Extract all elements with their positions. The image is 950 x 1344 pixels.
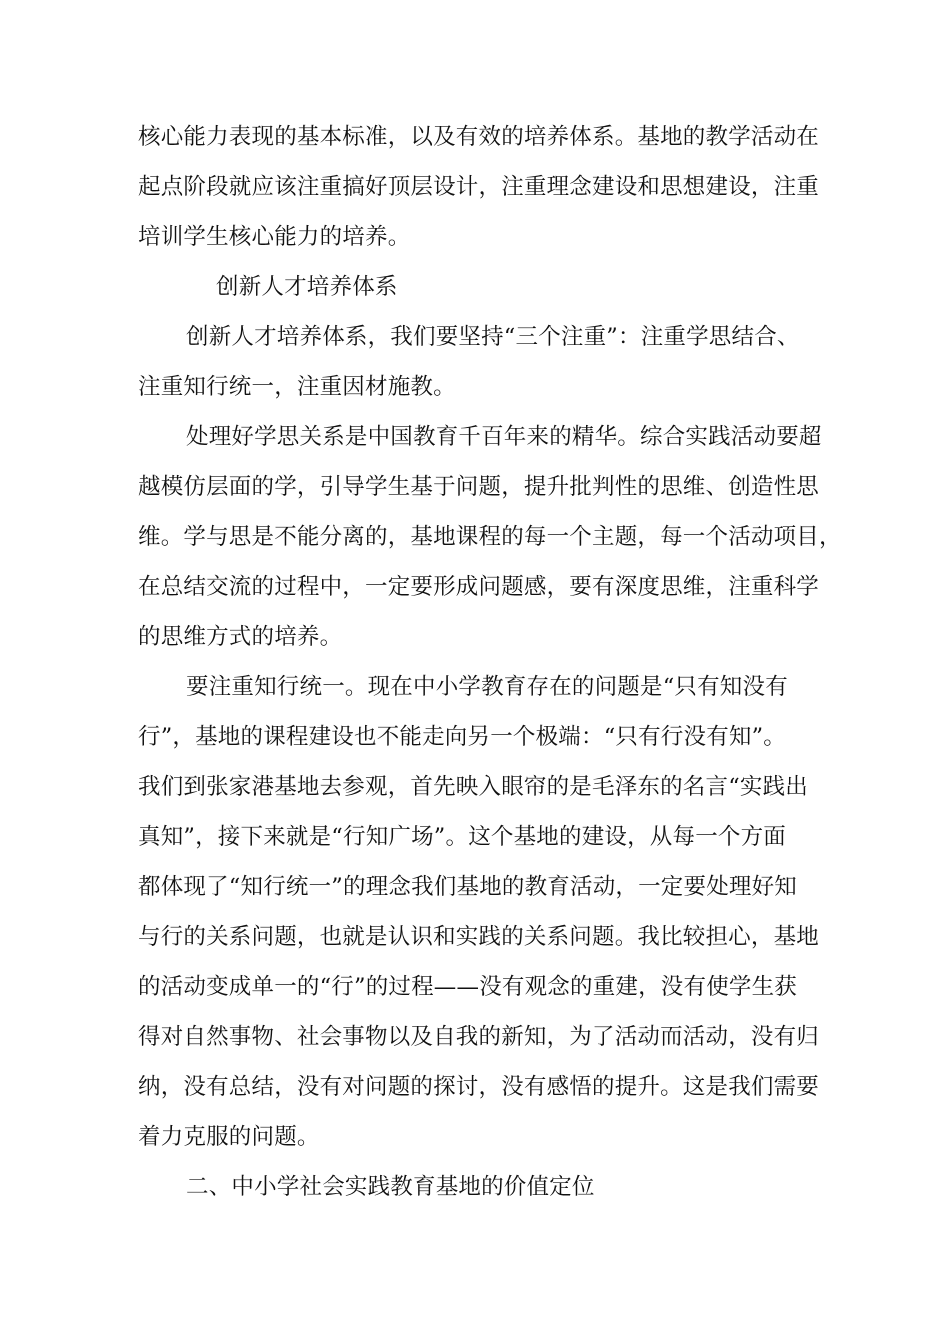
text-line: 的活动变成单一的“行”的过程——没有观念的重建，没有使学生获 — [138, 974, 798, 1000]
text-line: 创新人才培养体系，我们要坚持“三个注重”：注重学思结合、 — [186, 324, 800, 350]
text-line: 注重知行统一，注重因材施教。 — [138, 374, 456, 400]
text-line: 着力克服的问题。 — [138, 1124, 320, 1150]
section-heading: 创新人才培养体系 — [216, 274, 398, 300]
text-line: 行”，基地的课程建设也不能走向另一个极端：“只有行没有知”。 — [138, 724, 787, 750]
text-line: 纳，没有总结，没有对问题的探讨，没有感悟的提升。这是我们需要 — [138, 1074, 820, 1100]
text-line: 处理好学思关系是中国教育千百年来的精华。综合实践活动要超 — [186, 424, 822, 450]
text-line: 我们到张家港基地去参观，首先映入眼帘的是毛泽东的名言“实践出 — [138, 774, 809, 800]
text-line: 核心能力表现的基本标准，以及有效的培养体系。基地的教学活动在 — [138, 124, 820, 150]
text-line: 培训学生核心能力的培养。 — [138, 224, 411, 250]
text-line: 得对自然事物、社会事物以及自我的新知，为了活动而活动，没有归 — [138, 1024, 820, 1050]
text-line: 都体现了“知行统一”的理念我们基地的教育活动，一定要处理好知 — [138, 874, 798, 900]
text-line: 维。学与思是不能分离的，基地课程的每一个主题，每一个活动项目， — [138, 524, 842, 550]
text-line: 越模仿层面的学，引导学生基于问题，提升批判性的思维、创造性思 — [138, 474, 820, 500]
text-line: 要注重知行统一。现在中小学教育存在的问题是“只有知没有 — [186, 674, 788, 700]
text-line: 在总结交流的过程中，一定要形成问题感，要有深度思维，注重科学 — [138, 574, 820, 600]
text-line: 与行的关系问题，也就是认识和实践的关系问题。我比较担心，基地 — [138, 924, 820, 950]
text-line: 真知”，接下来就是“行知广场”。这个基地的建设，从每一个方面 — [138, 824, 787, 850]
text-line: 的思维方式的培养。 — [138, 624, 343, 650]
text-line: 起点阶段就应该注重搞好顶层设计，注重理念建设和思想建设，注重 — [138, 174, 820, 200]
section-heading: 二、中小学社会实践教育基地的价值定位 — [186, 1174, 595, 1200]
